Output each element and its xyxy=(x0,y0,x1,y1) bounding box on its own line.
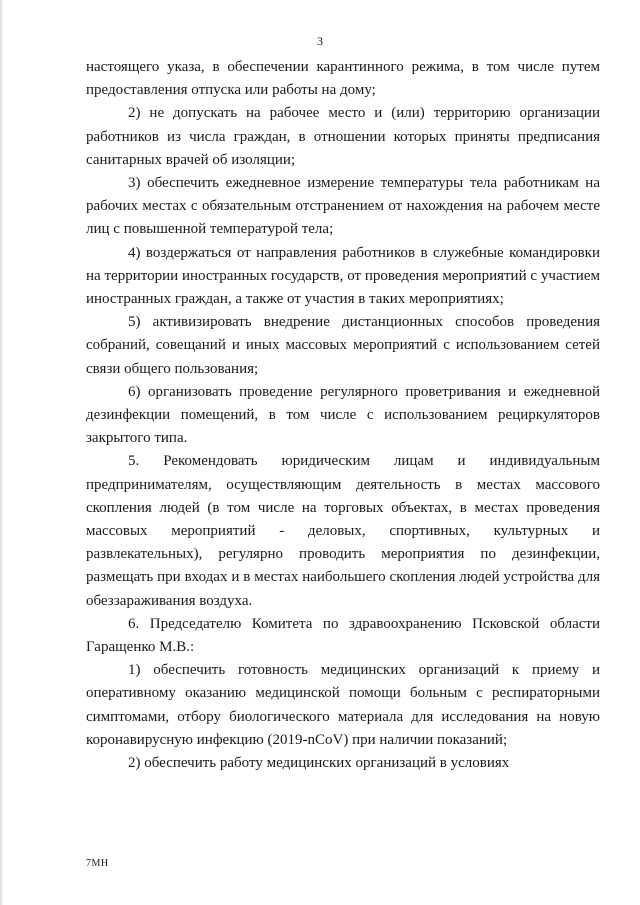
paragraph-item-5: 5) активизировать внедрение дистанционных способов проведения собраний, совещаний и иных массовых мероприятий с использованием сетей связи общего пользования; xyxy=(86,314,600,377)
paragraph-item-2: 2) не допускать на рабочее место и (или) территорию организации работников из числа граждан, в отношении которых приняты предписания санитарных врачей об изоляции; xyxy=(86,105,600,168)
page-number: 3 xyxy=(317,34,323,48)
document-body xyxy=(86,56,600,775)
footer-code: 7МН xyxy=(86,858,109,869)
paragraph-section-5: 5. Рекомендовать юридическим лицам и индивидуальным предпринимателям, осуществляющим деятельность в местах массового скопления людей (в том числе на торговых объектах, в местах проведения массовых мероприятий - деловых, спортивных, культурных и развлекательных), регулярно проводить мероприятия по дезинфекции, размещать при входах и в местах наибольшего скопления людей устройства для обеззараживания воздуха. xyxy=(86,453,600,609)
paragraph-continuation: настоящего указа, в обеспечении карантинного режима, в том числе путем предоставления отпуска или работы на дому; xyxy=(86,59,600,99)
paragraph-section-6-item-2: 2) обеспечить работу медицинских организаций в условиях xyxy=(128,755,510,772)
paragraph-item-6: 6) организовать проведение регулярного проветривания и ежедневной дезинфекции помещений, в том числе с использованием рециркуляторов закрытого типа. xyxy=(86,383,600,447)
paragraph-section-6: 6. Председателю Комитета по здравоохранению Псковской области Гаращенко М.В.: xyxy=(86,615,600,656)
paragraph-item-3: 3) обеспечить ежедневное измерение температуры тела работникам на рабочих местах с обязательным отстранением от нахождения на рабочем месте лиц с повышенной температурой тела; xyxy=(86,175,600,238)
paragraph-item-4: 4) воздержаться от направления работников в служебные командировки на территории иностранных государств, от проведения мероприятий с участием иностранных граждан, а также от участия в таких мероприятиях; xyxy=(86,244,600,308)
scan-edge xyxy=(0,0,4,905)
paragraph-section-6-item-1: 1) обеспечить готовность медицинских организаций к приему и оперативному оказанию медицинской помощи больным с респираторными симптомами, отбору биологического материала для исследования на новую коронавирусную инфекцию (2019-nCoV) при наличии показаний; xyxy=(86,662,600,748)
